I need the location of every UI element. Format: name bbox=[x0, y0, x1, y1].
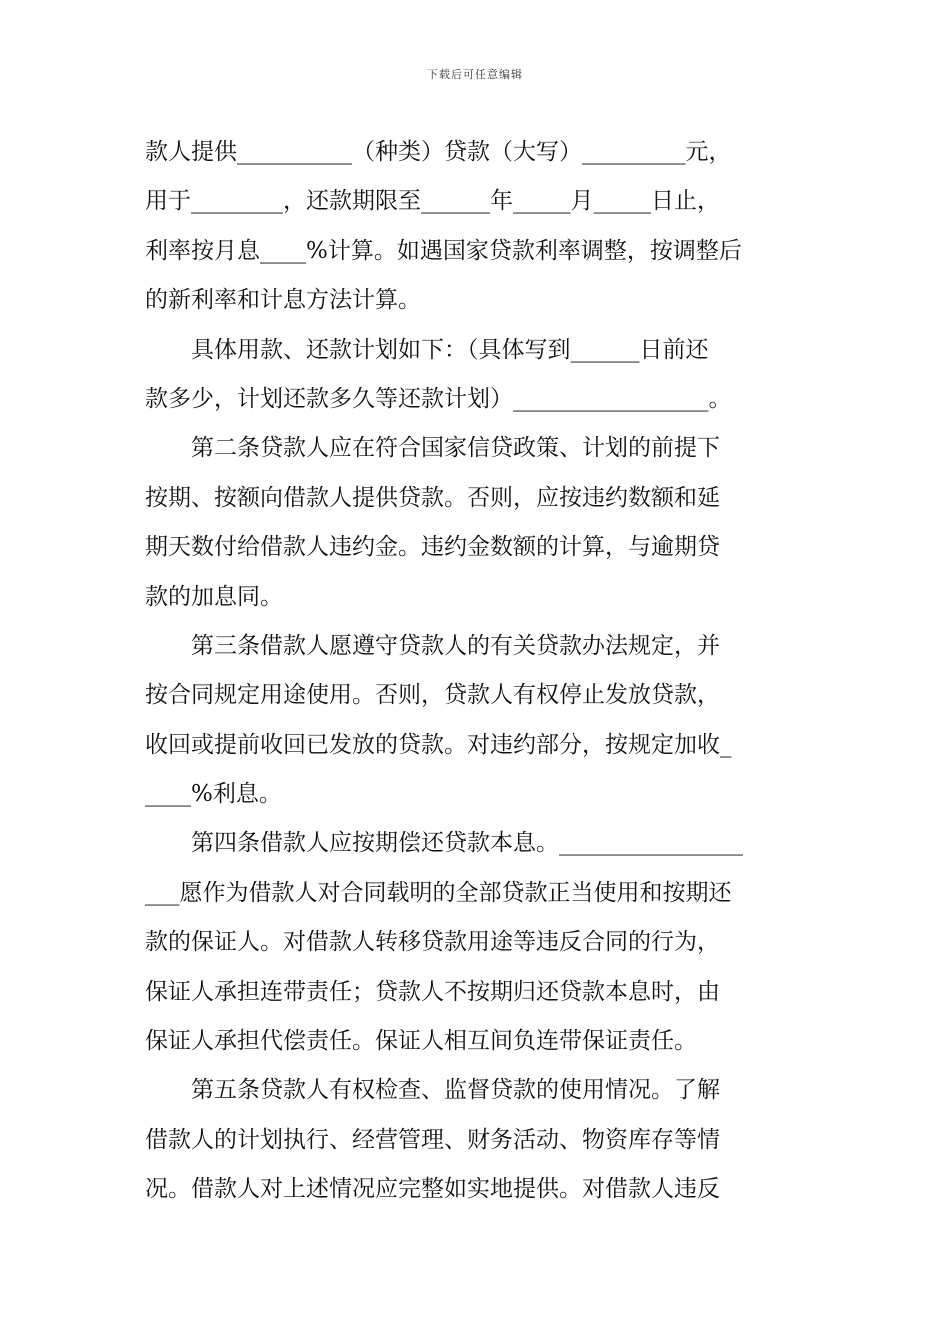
text-line: 款的加息同。 bbox=[145, 583, 283, 610]
text-line: 保证人承担代偿责任。保证人相互间负连带保证责任。 bbox=[145, 1028, 697, 1055]
text-line: ___愿作为借款人对合同载明的全部贷款正当使用和按期还 bbox=[145, 879, 732, 906]
text-line: 收回或提前收回已发放的贷款。对违约部分，按规定加收_ bbox=[145, 731, 732, 758]
text-line: 保证人承担连带责任；贷款人不按期归还贷款本息时，由 bbox=[145, 978, 720, 1005]
text-line: 利率按月息____%计算。如遇国家贷款利率调整，按调整后 bbox=[145, 237, 742, 264]
text-line: 用于________，还款期限至______年_____月_____日止， bbox=[145, 188, 720, 215]
text-line: 况。借款人对上述情况应完整如实地提供。对借款人违反 bbox=[145, 1176, 720, 1203]
text-line: 具体用款、还款计划如下：（具体写到______日前还 bbox=[145, 336, 709, 363]
text-line: 款多少，计划还款多久等还款计划）_________________。 bbox=[145, 385, 732, 412]
text-line: 第四条借款人应按期偿还贷款本息。________________ bbox=[145, 830, 743, 857]
text-line: 期天数付给借款人违约金。违约金数额的计算，与逾期贷 bbox=[145, 534, 720, 561]
text-line: 第五条贷款人有权检查、监督贷款的使用情况。了解 bbox=[145, 1077, 720, 1104]
text-line: 款人提供__________（种类）贷款（大写）_________元， bbox=[145, 139, 732, 165]
text-line: 的新利率和计息方法计算。 bbox=[145, 287, 421, 314]
header-note: 下载后可任意编辑 bbox=[427, 68, 523, 81]
text-line: 按合同规定用途使用。否则，贷款人有权停止发放贷款， bbox=[145, 682, 720, 709]
text-line: 第二条贷款人应在符合国家信贷政策、计划的前提下 bbox=[145, 435, 720, 462]
text-line: 按期、按额向借款人提供贷款。否则，应按违约数额和延 bbox=[145, 484, 720, 511]
text-line: ____%利息。 bbox=[145, 781, 282, 808]
text-line: 第三条借款人愿遵守贷款人的有关贷款办法规定，并 bbox=[145, 632, 720, 659]
text-line: 款的保证人。对借款人转移贷款用途等违反合同的行为， bbox=[145, 929, 720, 956]
text-line: 借款人的计划执行、经营管理、财务活动、物资库存等情 bbox=[145, 1126, 720, 1153]
document-body bbox=[145, 128, 805, 1215]
